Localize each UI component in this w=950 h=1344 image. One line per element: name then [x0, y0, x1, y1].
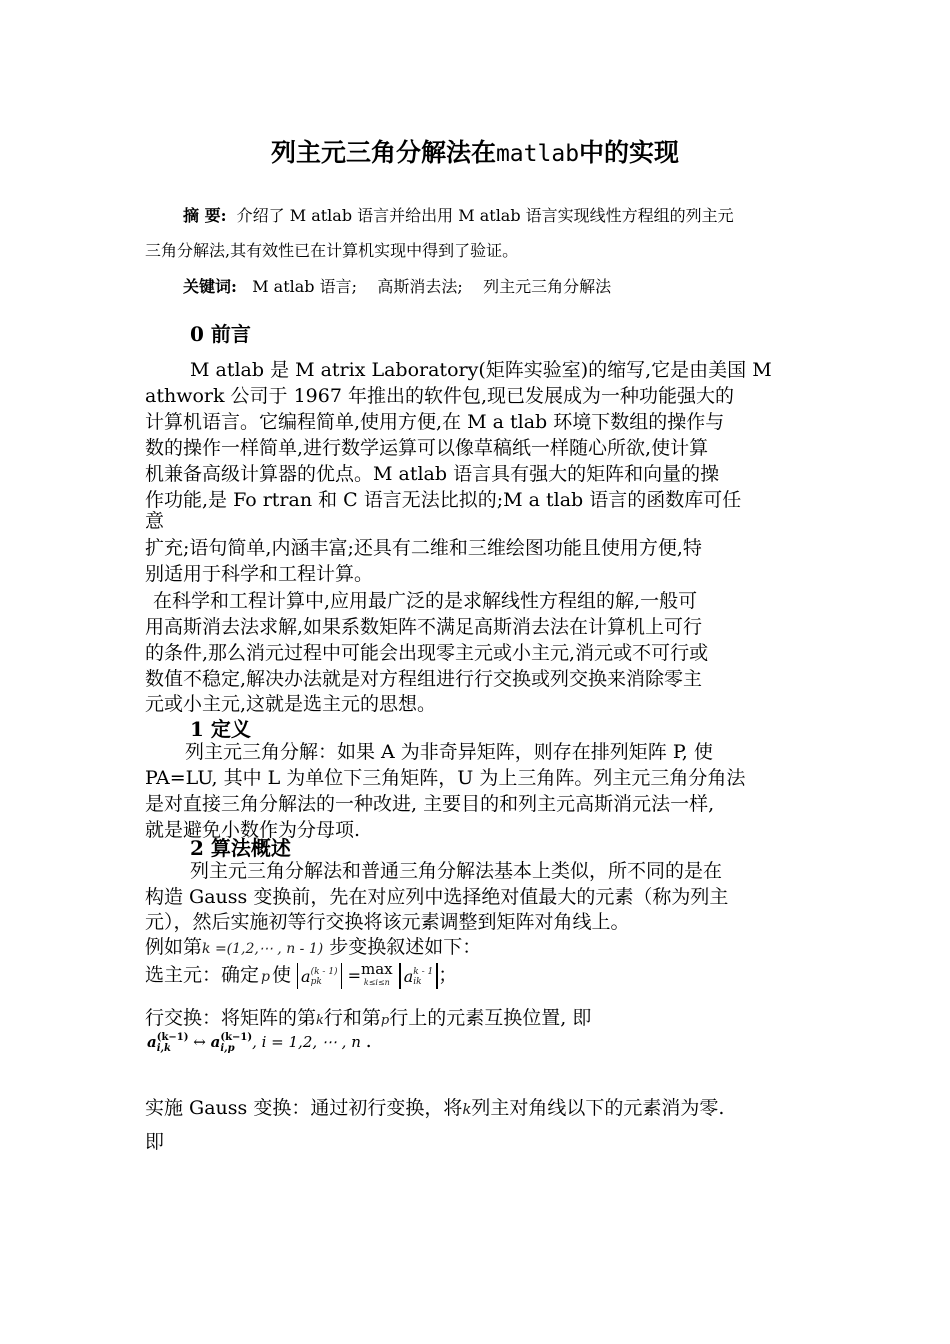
pivot-eq: = [347, 966, 362, 985]
swap-tail: , i = 1,2, ⋯ , n [252, 1033, 361, 1051]
section-0-line: 意 [145, 510, 165, 532]
pivot-max-sub: k≤i≤n [363, 978, 390, 987]
swap-prefix: 行交换：将矩阵的第 [145, 1007, 317, 1029]
keywords [183, 274, 611, 297]
swap-a2-sub: i,p [220, 1043, 235, 1054]
section-0-line: 数值不稳定,解决办法就是对方程组进行行交换或列交换来消除零主 [145, 668, 703, 690]
keyword-1: M atlab 语言; [252, 277, 358, 296]
keyword-3: 列主元三角分解法 [483, 277, 612, 296]
section-0-line: 作功能,是 Fo rtran 和 C 语言无法比拟的;M a tlab 语言的函数库可任 [145, 489, 742, 511]
swap-a2-sup: (k−1) [220, 1032, 253, 1043]
swap-a1-indices [157, 1032, 189, 1054]
example-line [145, 934, 481, 962]
swap-p: p [380, 1013, 390, 1028]
section-0-line: 在科学和工程计算中,应用最广泛的是求解线性方程组的解,一般可 [153, 590, 698, 612]
swap-a1-sub: i,k [156, 1043, 171, 1054]
example-formula: k =(1,2,⋯ , n - 1) [202, 941, 324, 957]
pivot-rhs-sup: k - 1 [413, 967, 434, 977]
section-1-line: PA=LU, 其中 L 为单位下三角矩阵，U 为上三角阵。列主元三角分角法 [145, 767, 746, 789]
abstract-label: 摘 要: [183, 206, 227, 225]
pivot-prefix: 选主元：确定 [145, 964, 260, 986]
pivot-rhs-abs [399, 963, 439, 989]
pivot-mid: 使 [271, 964, 291, 986]
gauss-k: k [462, 1100, 472, 1118]
swap-mid: 行和第 [323, 1007, 381, 1029]
swap-a2: a [210, 1033, 221, 1051]
pivot-rhs-sub: ik [413, 977, 422, 987]
swap-arrow: ↔ [193, 1033, 206, 1051]
section-0-line: 扩充;语句简单,内涵丰富;还具有二维和三维绘图功能且使用方便,特 [145, 537, 702, 559]
section-0-line: 的条件,那么消元过程中可能会出现零主元或小主元,消元或不可行或 [145, 642, 709, 664]
title-matlab: matlab [495, 141, 580, 167]
section-0-line: 别适用于科学和工程计算。 [145, 563, 374, 585]
gauss-line [145, 1095, 724, 1122]
pivot-line [145, 962, 457, 990]
swap-period: . [365, 1030, 372, 1052]
section-0-line: 计算机语言。它编程简单,使用方便,在 M a tlab 环境下数组的操作与 [145, 411, 725, 433]
pivot-max: max [361, 960, 393, 978]
section-0-line: 元或小主元,这就是选主元的思想。 [145, 693, 437, 715]
example-suffix: 步变换叙述如下： [329, 936, 482, 958]
swap-a1: a [147, 1033, 157, 1051]
swap-suffix: 行上的元素互换位置, 即 [389, 1007, 592, 1029]
abstract-text-1: 介绍了 M atlab 语言并给出用 M atlab 语言实现线性方程组的列主元 [236, 206, 734, 225]
last-line: 即 [145, 1131, 165, 1153]
abstract-line-2: 三角分解法,其有效性已在计算机实现中得到了验证。 [145, 241, 519, 260]
gauss-prefix: 实施 Gauss 变换：通过初行变换，将 [145, 1097, 463, 1119]
section-0-line: 机兼备高级计算器的优点。M atlab 语言具有强大的矩阵和向量的操 [145, 463, 720, 485]
title-cn-right: 中的实现 [579, 138, 680, 167]
section-1-line: 就是避免小数作为分母项. [145, 819, 361, 841]
section-0-line: M atlab 是 M atrix Laboratory(矩阵实验室)的缩写,它是由美国 M [190, 359, 772, 381]
pivot-lhs-sup: (k - 1) [310, 967, 338, 977]
abstract-line-1 [183, 203, 734, 226]
pivot-var: p [261, 969, 270, 985]
section-1-heading: 1 定义 [190, 717, 251, 741]
section-2-line: 构造 Gauss 变换前，先在对应列中选择绝对值最大的元素（称为列主 [145, 886, 729, 908]
section-2-line: 列主元三角分解法和普通三角分解法基本上类似，所不同的是在 [190, 860, 723, 882]
pivot-lhs: a [301, 967, 311, 986]
gauss-suffix: 列主对角线以下的元素消为零. [471, 1097, 725, 1119]
page-title [0, 133, 950, 169]
keywords-label: 关键词: [183, 277, 237, 296]
section-1-line: 是对直接三角分解法的一种改进, 主要目的和列主元高斯消元法一样, [145, 793, 715, 815]
pivot-rhs: a [403, 967, 414, 986]
keyword-2: 高斯消去法; [377, 277, 463, 296]
pivot-end: ； [438, 964, 458, 986]
section-2-heading: 2 算法概述 [190, 836, 291, 860]
section-2-line: 元），然后实施初等行交换将该元素调整到矩阵对角线上。 [145, 911, 630, 933]
example-prefix: 例如第 [145, 936, 203, 958]
swap-k: k [316, 1013, 324, 1028]
swap-a2-indices [220, 1032, 252, 1054]
section-1-line: 列主元三角分解：如果 A 为非奇异矩阵，则存在排列矩阵 P, 使 [185, 741, 713, 763]
section-0-heading: 0 前言 [190, 322, 251, 346]
pivot-rhs-indices [413, 967, 433, 987]
swap-formula [147, 1030, 372, 1054]
section-0-line: 数的操作一样简单,进行数学运算可以像草稿纸一样随心所欲,使计算 [145, 437, 709, 459]
title-cn-left: 列主元三角分解法在 [270, 138, 496, 167]
pivot-lhs-sub: pk [310, 977, 322, 987]
pivot-lhs-abs [297, 963, 342, 989]
pivot-lhs-indices [311, 967, 338, 987]
section-0-line: athwork 公司于 1967 年推出的软件包,现已发展成为一种功能强大的 [145, 385, 735, 407]
section-0-line: 用高斯消去法求解,如果系数矩阵不满足高斯消去法在计算机上可行 [145, 616, 703, 638]
pivot-max-block [361, 962, 393, 990]
swap-a1-sup: (k−1) [156, 1032, 189, 1043]
